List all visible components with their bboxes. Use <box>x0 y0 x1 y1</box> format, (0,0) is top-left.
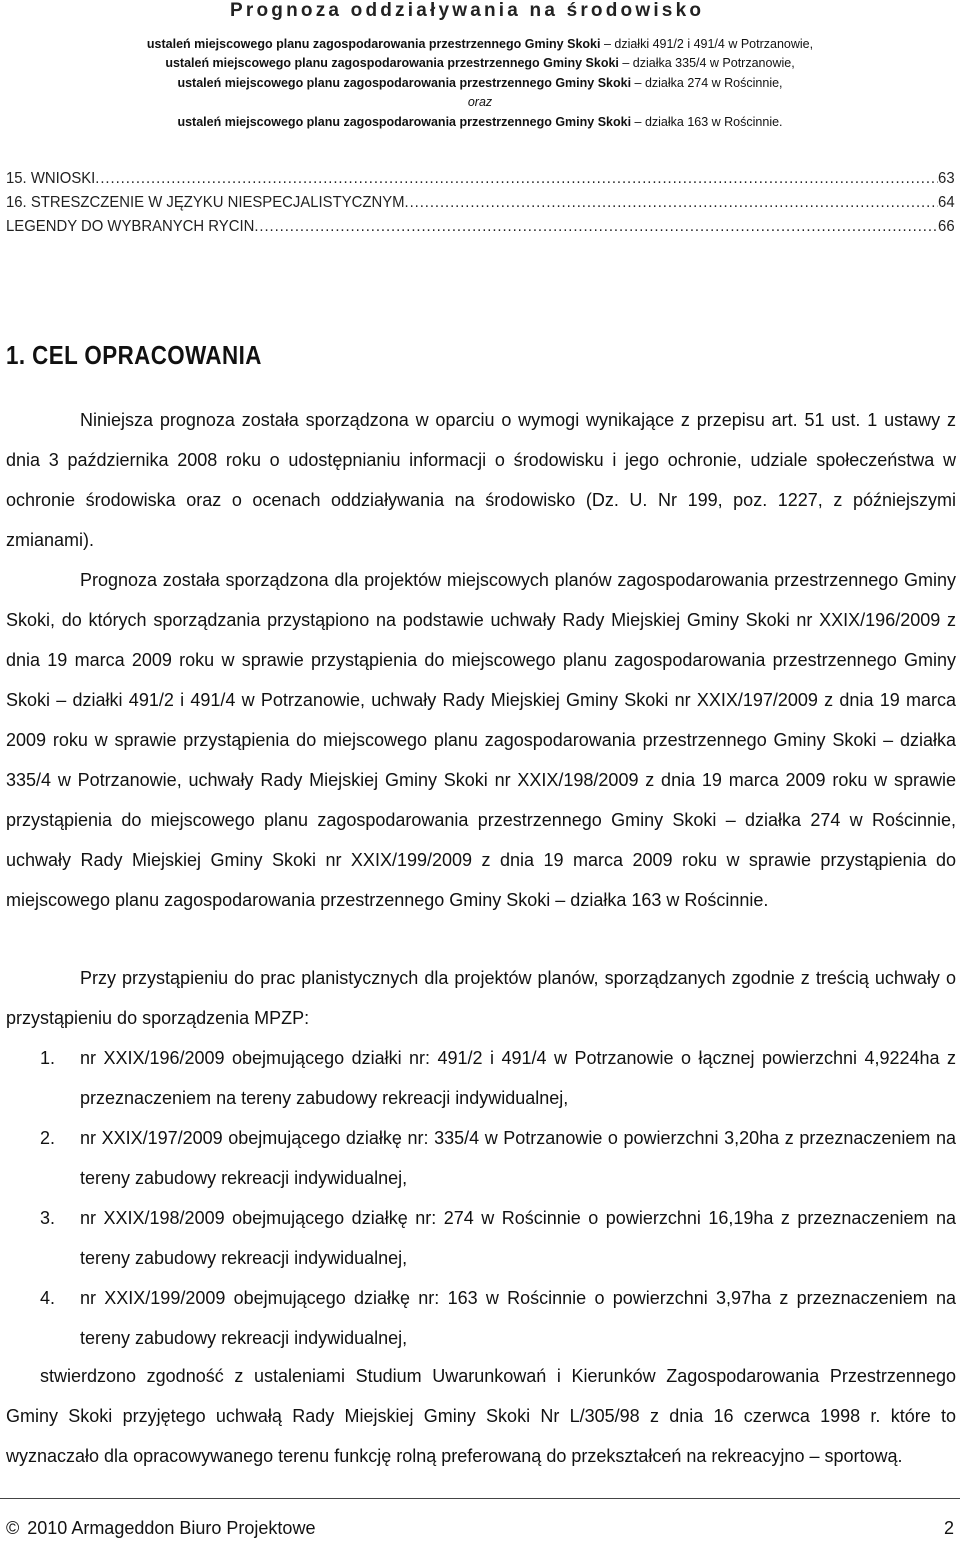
header-line-5: ustaleń miejscowego planu zagospodarowania przestrzennego Gminy Skoki – działka 163 w Rościnnie. <box>177 115 783 129</box>
list-item <box>6 1118 956 1198</box>
paragraph-legal-basis: Niniejsza prognoza została sporządzona w oparciu o wymogi wynikające z przepisu art. 51 ust. 1 ustawy z dnia 3 października 2008 roku o udostępnianiu informacji o środowisku i jego ochronie, udziale społeczeństwa w ochronie środowiska oraz o ocenach oddziaływania na środowisko (Dz. U. Nr 199, poz. 1227, z późniejszymi zmianami). <box>6 410 956 550</box>
toc-entry-page: 64 <box>938 194 955 211</box>
copyright-icon: © <box>6 1518 20 1538</box>
toc-entry-title: 15. WNIOSKI <box>6 170 96 187</box>
list-item <box>6 1038 956 1118</box>
list-item-number: 1. <box>40 1048 56 1068</box>
list-item-text: nr XXIX/198/2009 obejmującego działkę nr: 274 w Rościnnie o powierzchni 16,19ha z przeznaczeniem na tereny zabudowy rekreacji indywidualnej, <box>80 1208 956 1268</box>
section-heading: 1. CEL OPRACOWANIA <box>6 340 262 370</box>
list-item-number: 2. <box>40 1128 56 1148</box>
footer-copyright <box>6 1518 315 1539</box>
toc-leader-dots <box>95 170 938 188</box>
header-line-3: ustaleń miejscowego planu zagospodarowania przestrzennego Gminy Skoki – działka 274 w Rościnnie, <box>177 76 783 90</box>
page-title: Prognoza oddziaływania na środowisko <box>230 0 705 21</box>
header-line-4: oraz <box>467 95 493 109</box>
paragraph-planning-intro: Przy przystąpieniu do prac planistycznych dla projektów planów, sporządzanych zgodnie z treścią uchwały o przystąpieniu do sporządzenia MPZP: <box>6 968 956 1028</box>
plot-list <box>6 1038 956 1358</box>
paragraph-conclusion: stwierdzono zgodność z ustaleniami Studium Uwarunkowań i Kierunków Zagospodarowania Przestrzennego Gminy Skoki przyjętego uchwałą Rady Miejskiej Gminy Skoki Nr L/305/98 z dnia 16 czerwca 1998 r. które to wyznaczało dla opracowywanego terenu funkcję rolną preferowaną do przekształceń na rekreacyjno – sportową. <box>6 1366 956 1466</box>
toc-entry-title: 16. STRESZCZENIE W JĘZYKU NIESPECJALISTYCZNYM <box>6 194 405 211</box>
list-item-number: 3. <box>40 1208 56 1228</box>
list-item <box>6 1278 956 1358</box>
header-line-2: ustaleń miejscowego planu zagospodarowania przestrzennego Gminy Skoki – działka 335/4 w Potrzanowie, <box>165 56 795 70</box>
toc-entry-page: 66 <box>938 218 955 235</box>
toc-entry[interactable] <box>6 194 955 212</box>
footer-divider <box>0 1498 960 1499</box>
list-item-text: nr XXIX/196/2009 obejmującego działki nr: 491/2 i 491/4 w Potrzanowie o łącznej powierzchni 4,9224ha z przeznaczeniem na tereny zabudowy rekreacji indywidualnej, <box>80 1048 956 1108</box>
toc-entry-title: LEGENDY DO WYBRANYCH RYCIN <box>6 218 255 235</box>
toc-entry[interactable] <box>6 218 955 236</box>
list-item-text: nr XXIX/197/2009 obejmującego działkę nr: 335/4 w Potrzanowie o powierzchni 3,20ha z przeznaczeniem na tereny zabudowy rekreacji indywidualnej, <box>80 1128 956 1188</box>
toc-entry-page: 63 <box>938 170 955 187</box>
toc-leader-dots <box>405 194 939 212</box>
list-item-text: nr XXIX/199/2009 obejmującego działkę nr: 163 w Rościnnie o powierzchni 3,97ha z przeznaczeniem na tereny zabudowy rekreacji indywidualnej, <box>80 1288 956 1348</box>
toc-entry[interactable] <box>6 170 955 188</box>
toc-leader-dots <box>254 218 938 236</box>
header-line-1: ustaleń miejscowego planu zagospodarowania przestrzennego Gminy Skoki – działki 491/2 i 491/4 w Potrzanowie, <box>146 37 814 51</box>
paragraph-resolutions: Prognoza została sporządzona dla projektów miejscowych planów zagospodarowania przestrzennego Gminy Skoki, do których sporządzania przystąpiono na podstawie uchwały Rady Miejskiej Gminy Skoki nr XXIX/196/2009 z dnia 19 marca 2009 roku w sprawie przystąpienia do miejscowego planu zagospodarowania przestrzennego Gminy Skoki – działki 491/2 i 491/4 w Potrzanowie, uchwały Rady Miejskiej Gminy Skoki nr XXIX/197/2009 z dnia 19 marca 2009 roku w sprawie przystąpienia do miejscowego planu zagospodarowania przestrzennego Gminy Skoki – działka 335/4 w Potrzanowie, uchwały Rady Miejskiej Gminy Skoki nr XXIX/198/2009 z dnia 19 marca 2009 roku w sprawie przystąpienia do miejscowego planu zagospodarowania przestrzennego Gminy Skoki – działka 274 w Rościnnie, uchwały Rady Miejskiej Gminy Skoki nr XXIX/199/2009 z dnia 19 marca 2009 roku w sprawie przystąpienia do miejscowego planu zagospodarowania przestrzennego Gminy Skoki – działka 163 w Rościnnie. <box>6 570 956 910</box>
list-item <box>6 1198 956 1278</box>
footer-company: 2010 Armageddon Biuro Projektowe <box>27 1518 316 1538</box>
footer-page-number: 2 <box>943 1518 954 1538</box>
list-item-number: 4. <box>40 1288 56 1308</box>
